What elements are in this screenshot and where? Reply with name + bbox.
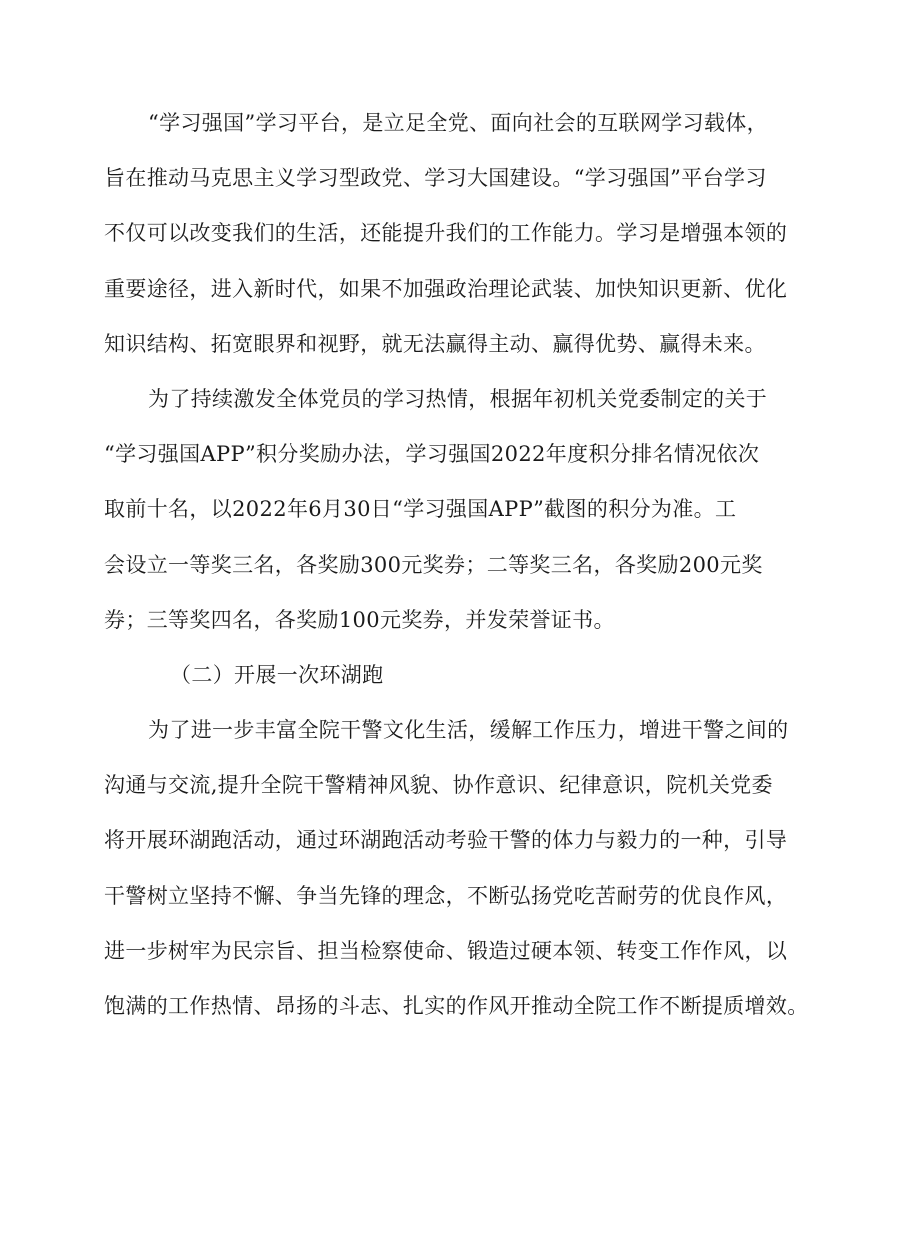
paragraph-3-line-1: 为了进一步丰富全院干警文化生活，缓解工作压力，增进干警之间的 bbox=[148, 718, 789, 743]
paragraph-3-line-5: 进一步树牢为民宗旨、担当检察使命、锻造过硬本领、转变工作作风，以 bbox=[104, 938, 788, 963]
paragraph-2-line-2: “学习强国APP”积分奖励办法，学习强国2022年度积分排名情况依次 bbox=[104, 442, 760, 467]
paragraph-1-line-5: 知识结构、拓宽眼界和视野，就无法赢得主动、赢得优势、赢得未来。 bbox=[104, 331, 766, 356]
paragraph-2-line-4: 会设立一等奖三名，各奖励300元奖券；二等奖三名，各奖励200元奖 bbox=[104, 552, 763, 577]
paragraph-1-line-3: 不仅可以改变我们的生活，还能提升我们的工作能力。学习是增强本领的 bbox=[104, 221, 788, 246]
paragraph-3-line-6: 饱满的工作热情、昂扬的斗志、扎实的作风开推动全院工作不断提质增效。 bbox=[104, 994, 809, 1018]
paragraph-3-line-4: 干警树立坚持不懈、争当先锋的理念，不断弘扬党吃苦耐劳的优良作风， bbox=[104, 883, 788, 908]
paragraph-2-line-1: 为了持续激发全体党员的学习热情，根据年初机关党委制定的关于 bbox=[148, 386, 768, 411]
paragraph-3-line-3: 将开展环湖跑活动，通过环湖跑活动考验干警的体力与毅力的一种，引导 bbox=[104, 828, 788, 853]
paragraph-2-line-5: 券；三等奖四名，各奖励100元奖券，并发荣誉证书。 bbox=[104, 607, 615, 632]
section-heading: （二）开展一次环湖跑 bbox=[170, 662, 384, 687]
paragraph-2-line-3: 取前十名，以2022年6月30日“学习强国APP”截图的积分为准。工 bbox=[104, 497, 737, 522]
document-page bbox=[104, 96, 824, 1034]
paragraph-1-line-2: 旨在推动马克思主义学习型政党、学习大国建设。“学习强国”平台学习 bbox=[104, 166, 767, 191]
paragraph-3-line-2: 沟通与交流,提升全院干警精神风貌、协作意识、纪律意识，院机关党委 bbox=[104, 773, 773, 798]
paragraph-1-line-1: “学习强国”学习平台，是立足全党、面向社会的互联网学习载体， bbox=[148, 111, 768, 135]
paragraph-1-line-4: 重要途径，进入新时代，如果不加强政治理论武装、加快知识更新、优化 bbox=[104, 276, 788, 301]
